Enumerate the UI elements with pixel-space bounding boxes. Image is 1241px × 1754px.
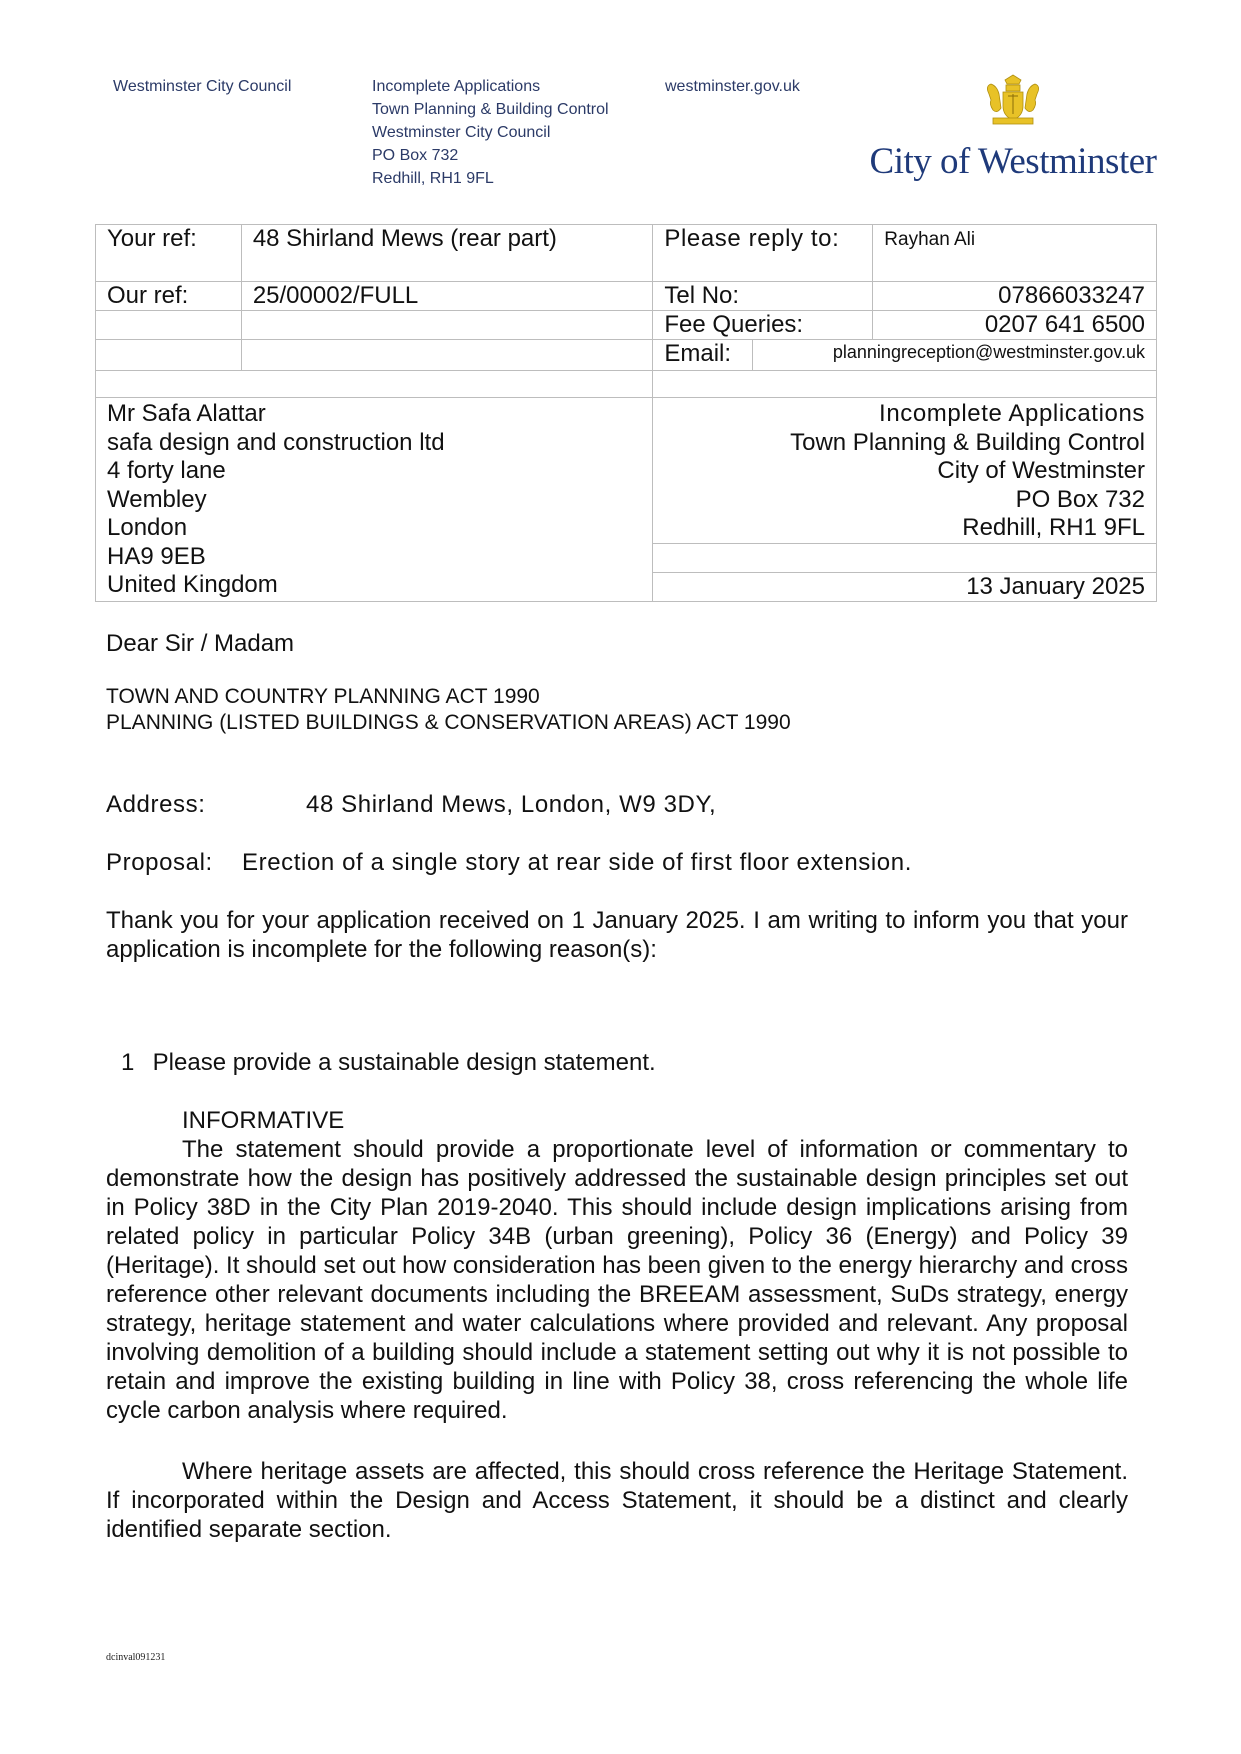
sender-line: Town Planning & Building Control bbox=[790, 428, 1145, 456]
salutation: Dear Sir / Madam bbox=[106, 630, 295, 657]
table-row bbox=[96, 225, 1157, 282]
table-row bbox=[96, 371, 1157, 398]
reference-table bbox=[95, 224, 1157, 602]
recipient-line: Wembley bbox=[107, 485, 207, 513]
sender-line: Redhill, RH1 9FL bbox=[962, 514, 1145, 541]
council-name: Westminster City Council bbox=[113, 78, 292, 95]
act-title: TOWN AND COUNTRY PLANNING ACT 1990 bbox=[106, 685, 540, 708]
recipient-line: United Kingdom bbox=[107, 571, 278, 598]
letter-date: 13 January 2025 bbox=[653, 572, 1157, 601]
empty-cell bbox=[96, 371, 653, 398]
office-address-line: Town Planning & Building Control bbox=[372, 101, 609, 118]
address-line bbox=[106, 790, 1132, 819]
reply-to-value: Rayhan Ali bbox=[873, 225, 1157, 282]
table-row bbox=[96, 398, 1157, 544]
table-row bbox=[96, 340, 1157, 371]
recipient-line: HA9 9EB bbox=[107, 542, 206, 570]
proposal-line bbox=[106, 848, 1132, 877]
address-value: 48 Shirland Mews, London, W9 3DY, bbox=[306, 791, 717, 818]
document-code: dcinval091231 bbox=[106, 1652, 166, 1663]
address-label: Address: bbox=[106, 791, 206, 818]
fee-queries-value: 0207 641 6500 bbox=[873, 311, 1157, 340]
empty-cell bbox=[96, 311, 242, 340]
acts-heading bbox=[106, 684, 1132, 736]
tel-value: 07866033247 bbox=[873, 282, 1157, 311]
informative-paragraph: Where heritage assets are affected, this should cross reference the Heritage Statement. If incorporated within the Design and Access Statement, it should be a distinct and clearly identified separate section. bbox=[106, 1458, 1128, 1543]
recipient-address bbox=[96, 398, 653, 602]
informative-heading: INFORMATIVE bbox=[182, 1107, 345, 1134]
logo-text: City of Westminster bbox=[869, 141, 1157, 182]
empty-cell bbox=[653, 371, 1157, 398]
reason-text: Please provide a sustainable design statement. bbox=[152, 1049, 656, 1076]
your-ref-value: 48 Shirland Mews (rear part) bbox=[241, 225, 653, 282]
sender-address bbox=[653, 398, 1157, 544]
act-title: PLANNING (LISTED BUILDINGS & CONSERVATION AREAS) ACT 1990 bbox=[106, 711, 791, 734]
empty-cell bbox=[96, 340, 242, 371]
informative-paragraph: The statement should provide a proportionate level of information or commentary to demonstrate how the design has positively addressed the sustainable design principles set out in Policy 38D in the City Plan 2019-2040. This should include design implications arising from related policy in particular Policy 34B (urban greening), Policy 36 (Energy) and Policy 39 (Heritage). It should set out how consideration has been given to the energy hierarchy and cross reference other relevant documents including the BREEAM assessment, SuDs strategy, energy strategy, heritage statement and water calculations where provided and relevant. Any proposal involving demolition of a building should include a statement setting out why it is not possible to retain and improve the existing building in line with Policy 38, cross referencing the whole life cycle carbon analysis where required. bbox=[106, 1136, 1128, 1424]
proposal-label: Proposal: bbox=[106, 849, 213, 876]
coat-of-arms-crest-icon bbox=[981, 74, 1045, 126]
recipient-line: London bbox=[107, 514, 188, 541]
table-row bbox=[96, 282, 1157, 311]
email-value[interactable]: planningreception@westminster.gov.uk bbox=[753, 340, 1157, 371]
proposal-value: Erection of a single story at rear side of first floor extension. bbox=[242, 849, 912, 876]
tel-label: Tel No: bbox=[653, 282, 873, 311]
table-row bbox=[96, 311, 1157, 340]
empty-cell bbox=[653, 543, 1157, 572]
recipient-line: 4 forty lane bbox=[107, 457, 226, 484]
our-ref-value: 25/00002/FULL bbox=[241, 282, 653, 311]
reason-item bbox=[106, 1048, 1132, 1077]
reason-number: 1 bbox=[121, 1049, 135, 1076]
sender-line: City of Westminster bbox=[937, 457, 1145, 484]
sender-line: PO Box 732 bbox=[1015, 485, 1145, 513]
our-ref-label: Our ref: bbox=[96, 282, 242, 311]
sender-line: Incomplete Applications bbox=[879, 400, 1145, 427]
fee-queries-label: Fee Queries: bbox=[653, 311, 873, 340]
office-address-line: Westminster City Council bbox=[372, 124, 551, 141]
office-address-line: PO Box 732 bbox=[372, 147, 459, 164]
office-address-line: Redhill, RH1 9FL bbox=[372, 170, 494, 187]
reply-to-label: Please reply to: bbox=[653, 225, 873, 282]
empty-cell bbox=[241, 340, 653, 371]
city-of-westminster-logo bbox=[868, 74, 1158, 184]
office-address bbox=[372, 75, 609, 190]
intro-paragraph: Thank you for your application received on 1 January 2025. I am writing to inform you that your application is incomplete for the following reason(s): bbox=[106, 907, 1128, 963]
recipient-line: Mr Safa Alattar bbox=[107, 400, 266, 427]
recipient-line: safa design and construction ltd bbox=[107, 428, 445, 456]
website-link[interactable]: westminster.gov.uk bbox=[665, 78, 800, 95]
your-ref-label: Your ref: bbox=[96, 225, 242, 282]
email-label: Email: bbox=[653, 340, 753, 371]
office-address-line: Incomplete Applications bbox=[372, 78, 541, 95]
empty-cell bbox=[241, 311, 653, 340]
